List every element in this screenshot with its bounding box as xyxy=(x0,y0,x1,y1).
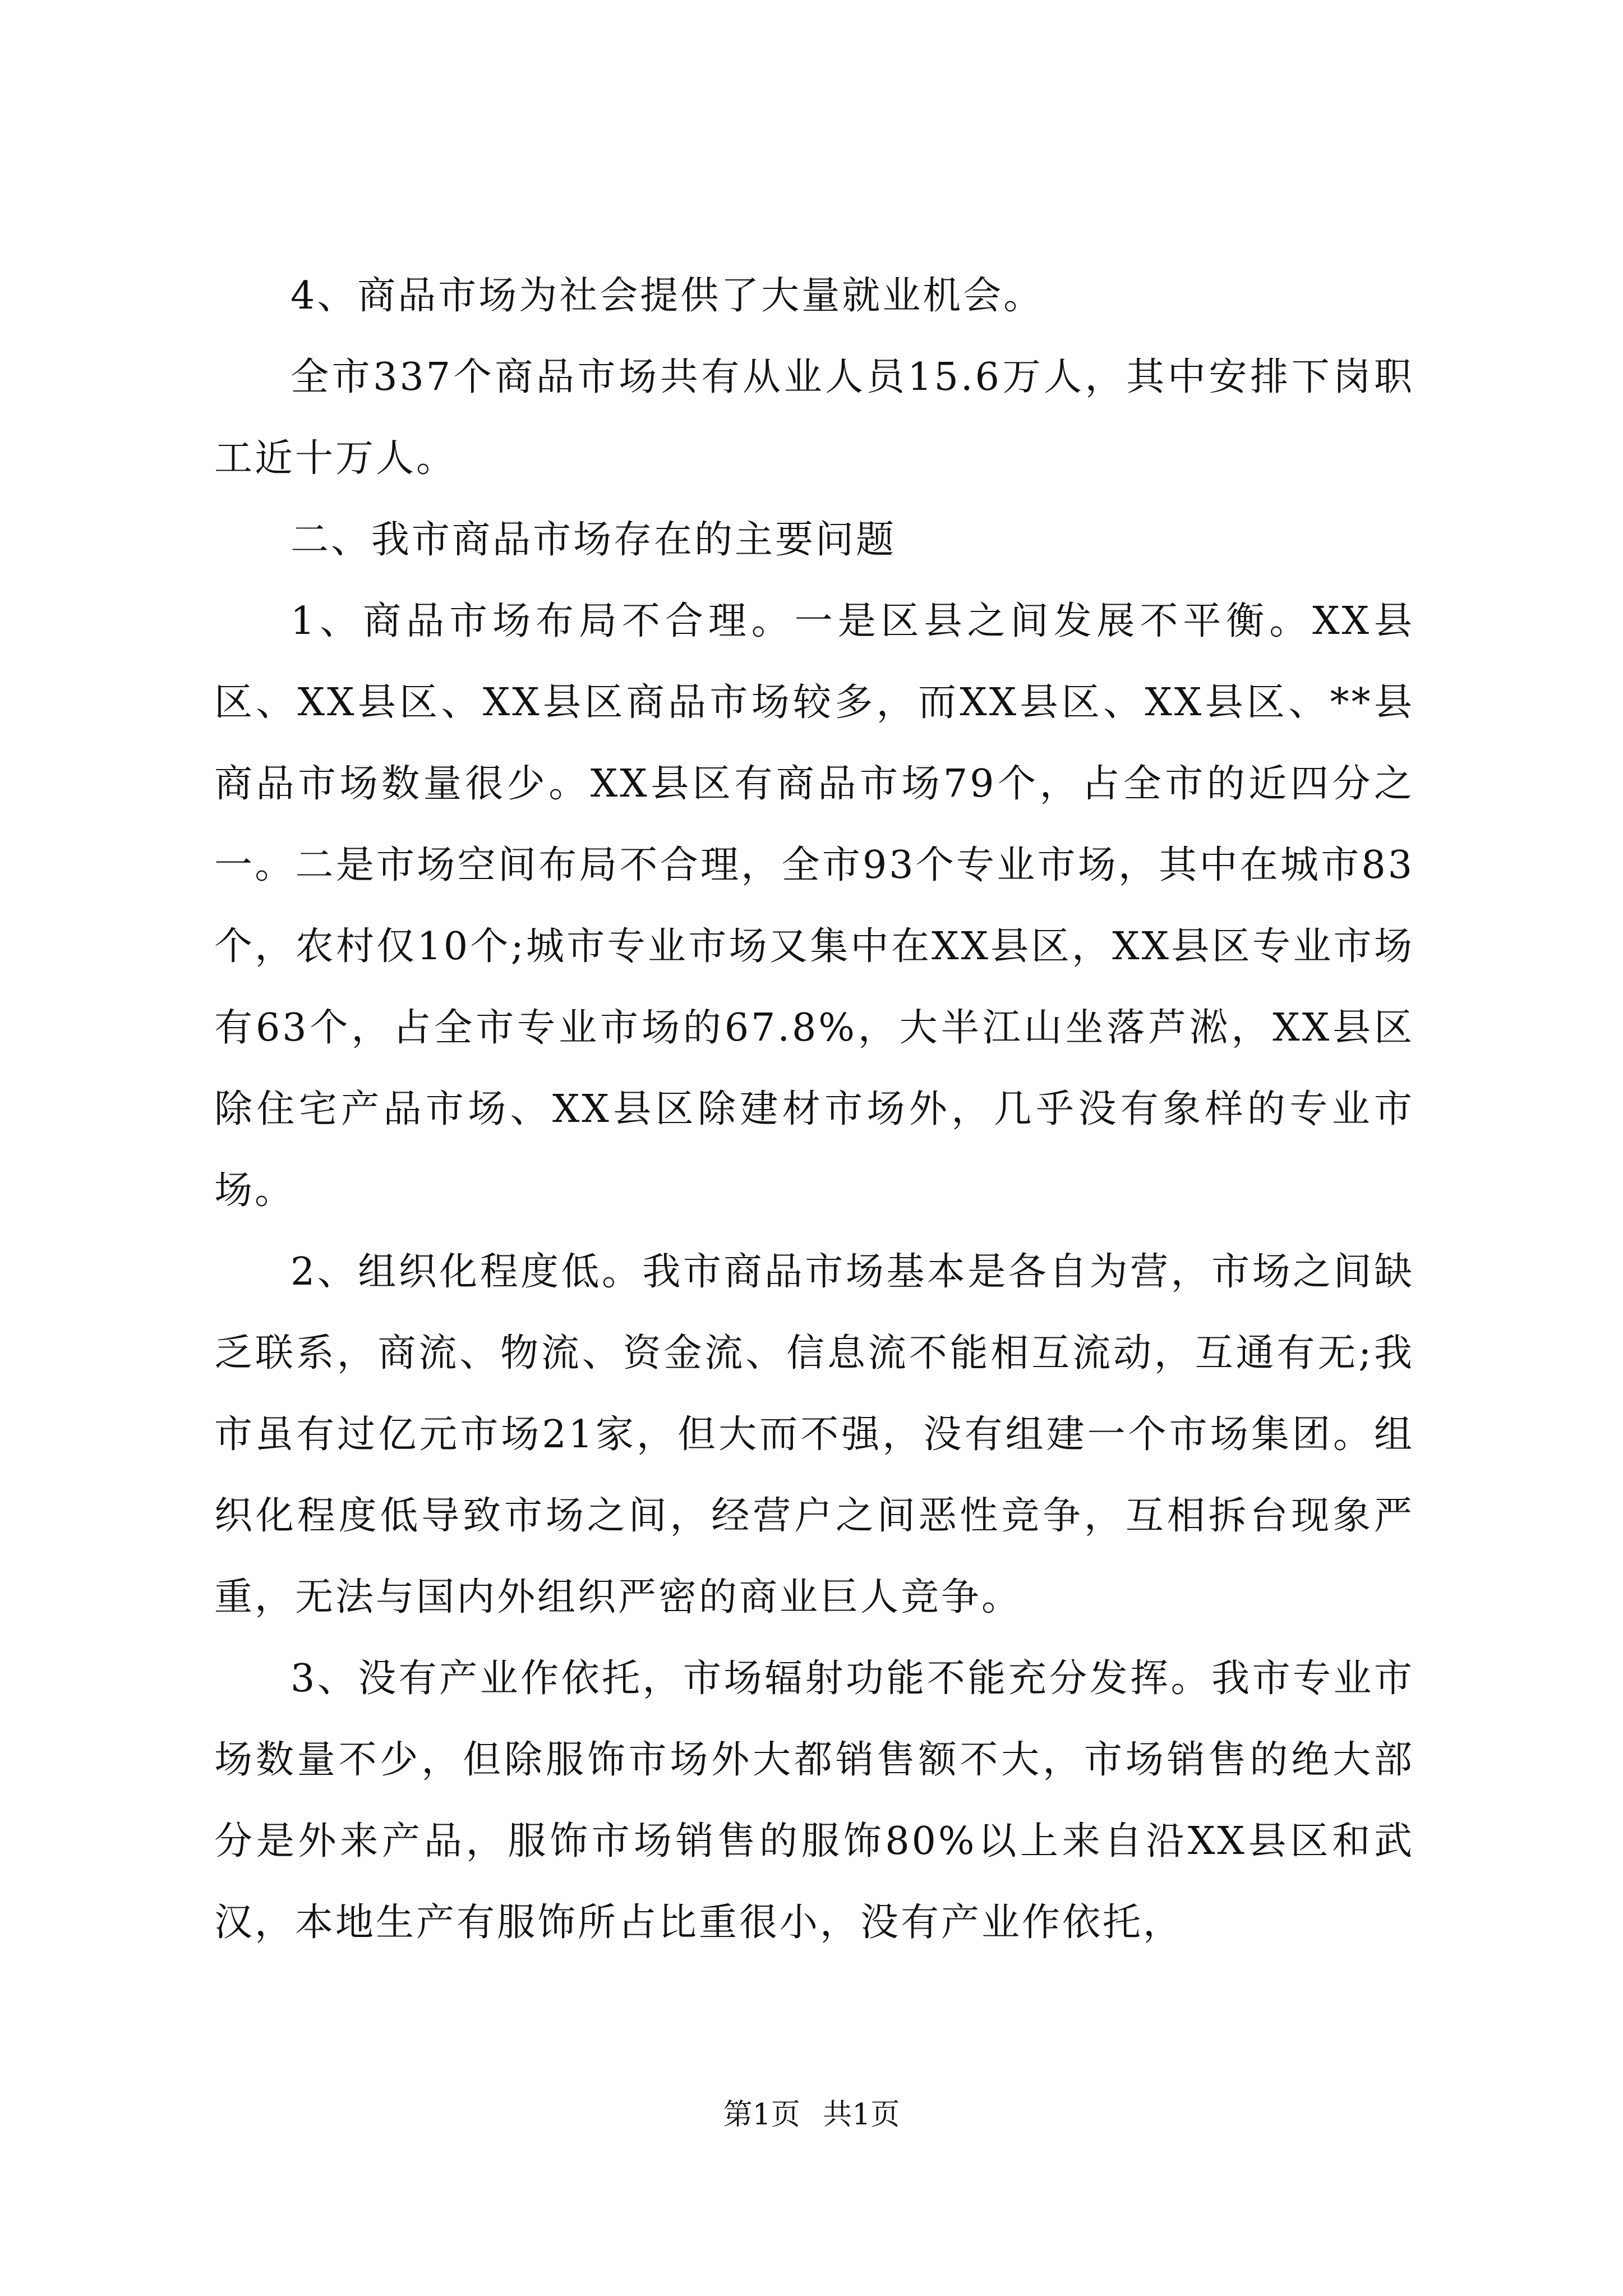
page-number: 第1页 xyxy=(723,2098,800,2132)
paragraph-industry-problem: 3、没有产业作依托，市场辐射功能不能充分发挥。我市专业市场数量不少，但除服饰市场外大都销售额不大，市场销售的绝大部分是外来产品，服饰市场销售的服饰80%以上来自沿XX县区和武汉，本地生产有服饰所占比重很小，没有产业作依托， xyxy=(214,1657,1414,1945)
section-heading-problems: 二、我市商品市场存在的主要问题 xyxy=(291,518,897,562)
document-body xyxy=(214,255,1414,1963)
paragraph-employment: 4、商品市场为社会提供了大量就业机会。 xyxy=(291,274,1044,318)
paragraph-layout-problem: 1、商品市场布局不合理。一是区县之间发展不平衡。XX县区、XX县区、XX县区商品市场较多，而XX县区、XX县区、**县商品市场数量很少。XX县区有商品市场79个，占全市的近四分之一。二是市场空间布局不合理，全市93个专业市场，其中在城市83个，农村仅10个;城市专业市场又集中在XX县区，XX县区专业市场有63个，占全市专业市场的67.8%，大半江山坐落芦淞，XX县区除住宅产品市场、XX县区除建材市场外，几乎没有象样的专业市场。 xyxy=(214,599,1414,1213)
page-footer xyxy=(0,2095,1623,2134)
page-total: 共1页 xyxy=(823,2098,900,2132)
paragraph-employment-stats: 全市337个商品市场共有从业人员15.6万人，其中安排下岗职工近十万人。 xyxy=(214,355,1414,481)
paragraph-organization-problem: 2、组织化程度低。我市商品市场基本是各自为营，市场之间缺乏联系，商流、物流、资金流、信息流不能相互流动，互通有无;我市虽有过亿元市场21家，但大而不强，没有组建一个市场集团。组织化程度低导致市场之间，经营户之间恶性竞争，互相拆台现象严重，无法与国内外组织严密的商业巨人竞争。 xyxy=(214,1250,1414,1619)
